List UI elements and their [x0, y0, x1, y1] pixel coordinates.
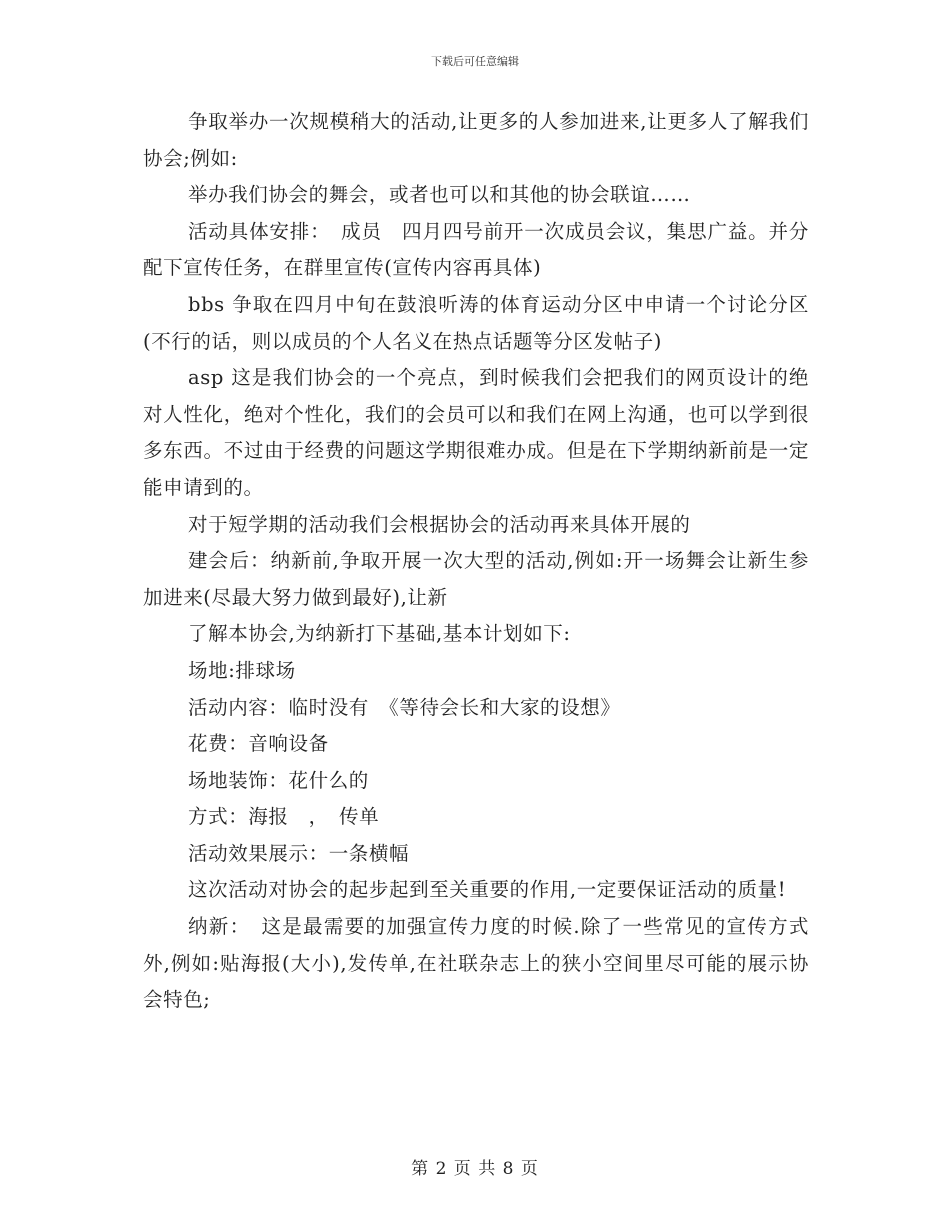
paragraph: 活动效果展示：一条横幅 [188, 841, 410, 865]
paragraph: 场地:排球场 [188, 658, 296, 682]
paragraph: bbs 争取在四月中旬在鼓浪听涛的体育运动分区中申请一个讨论分区(不行的话，则以成员的个人名义在热点话题等分区发帖子) [143, 292, 809, 353]
paragraph: 花费：音响设备 [188, 732, 329, 756]
paragraph: 方式：海报 ， 传单 [188, 805, 380, 829]
page-header: 下载后可任意编辑 [431, 55, 519, 68]
paragraph: 对于短学期的活动我们会根据协会的活动再来具体开展的 [188, 512, 691, 536]
paragraph: 场地装饰：花什么的 [188, 768, 369, 792]
page-number: 第 2 页 共 8 页 [411, 1159, 539, 1179]
paragraph: 建会后：纳新前,争取开展一次大型的活动,例如:开一场舞会让新生参加进来(尽最大努力做到最好),让新 [143, 549, 809, 609]
paragraph: 这次活动对协会的起步起到至关重要的作用,一定要保证活动的质量! [188, 878, 787, 902]
paragraph: asp 这是我们协会的一个亮点，到时候我们会把我们的网页设计的绝对人性化，绝对个性化，我们的会员可以和我们在网上沟通，也可以学到很多东西。不过由于经费的问题这学期很难办成。但是在下学期纳新前是一定能申请到的。 [143, 366, 809, 499]
paragraph: 争取举办一次规模稍大的活动,让更多的人参加进来,让更多人了解我们协会;例如: [143, 110, 809, 170]
paragraph: 活动内容：临时没有 《等待会长和大家的设想》 [188, 695, 621, 719]
paragraph: 举办我们协会的舞会，或者也可以和其他的协会联谊…… [188, 183, 691, 207]
paragraph: 活动具体安排： 成员 四月四号前开一次成员会议，集思广益。并分配下宣传任务，在群里宣传(宣传内容再具体) [143, 219, 809, 280]
document-body [143, 104, 809, 1019]
paragraph: 了解本协会,为纳新打下基础,基本计划如下: [188, 622, 571, 646]
paragraph: 纳新： 这是最需要的加强宣传力度的时候.除了一些常见的宣传方式外,例如:贴海报(大小),发传单,在社联杂志上的狭小空间里尽可能的展示协会特色; [143, 915, 809, 1012]
